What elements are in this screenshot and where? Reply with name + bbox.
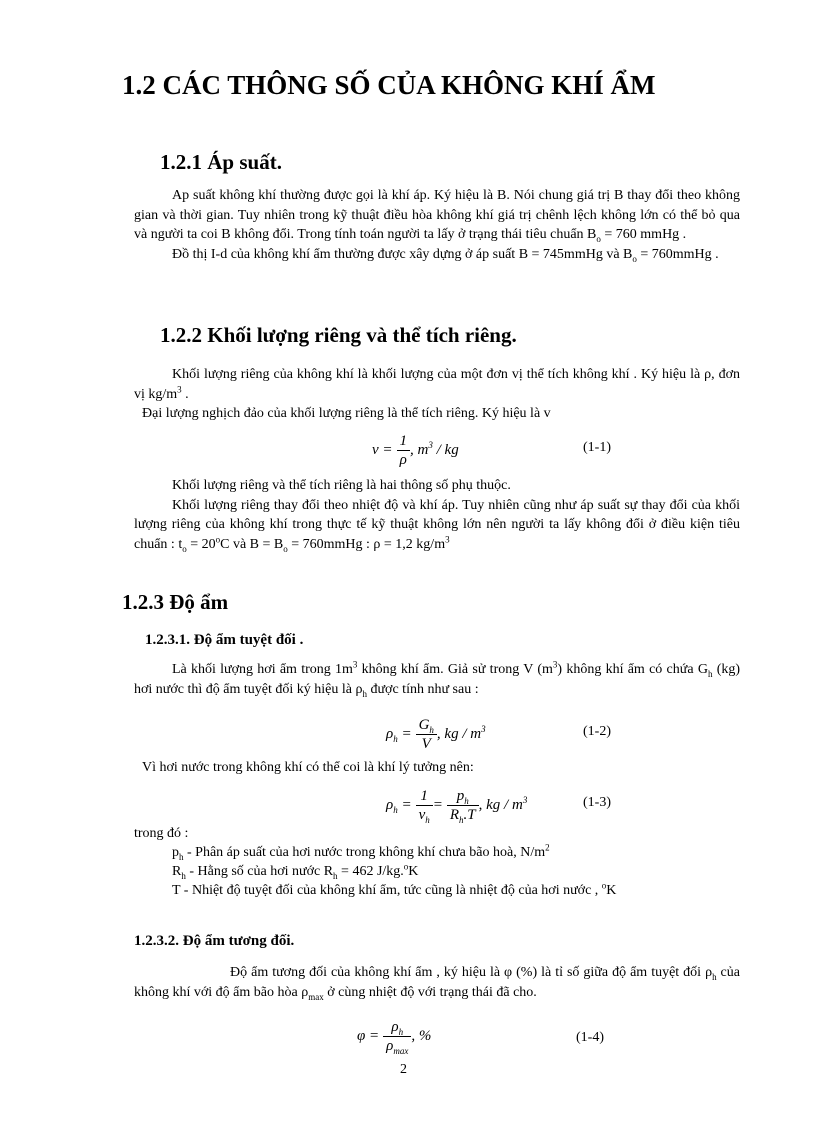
equation-number: (1-2) bbox=[583, 724, 611, 739]
paragraph: Vì hơi nước trong không khí có thể coi là khí lý tưởng nên: bbox=[142, 760, 474, 775]
paragraph: Là khối lượng hơi ẩm trong $1m^3$ không khí ẩm. Giả sử trong V $(m^3)$ không khí ẩm có chứa $G_h$ (kg) hơi nước thì độ ẩm tuyệt đối ký hiệu là $\rho_h$ được tính như sau : bbox=[134, 659, 741, 699]
equation-1-2: $\rho_h$ = $\frac{G_h}{V}$ , kg / $m^3$ bbox=[386, 717, 486, 752]
heading-1-2-3-2: 1.2.3.2. Độ ẩm tương đối. bbox=[134, 933, 295, 949]
paragraph: Ap suất không khí thường được gọi là khí áp. Ký hiệu là B. Nói chung giá trị B thay đổi theo không gian và thời gian. Tuy nhiên trong kỹ thuật điều hòa không khí giá trị chênh lệch không lớn có thể bỏ qua và người ta coi B không đổi. Trong tính toán người ta lấy ở trạng thái tiêu chuẩn $B_o = 760$ mmHg . bbox=[134, 188, 740, 244]
equation-1-4: φ = $\frac{\rho_h}{\rho_{max}}$ , % bbox=[357, 1019, 432, 1056]
equation-1-1: v = $\frac{1}{\rho}$ , $m^3$ / kg bbox=[372, 433, 459, 468]
definition-rh: $R_h$ - Hằng số của hơi nước $R_h = 462$ J/kg.$^o$K bbox=[172, 861, 419, 881]
equation-number: (1-4) bbox=[576, 1030, 604, 1045]
paragraph: Đồ thị I-d của không khí ẩm thường được xây dựng ở áp suất B = 745mmHg và $B_o$ = 760mmHg . bbox=[172, 246, 719, 264]
paragraph: Đại lượng nghịch đảo của khối lượng riêng là thể tích riêng. Ký hiệu là v bbox=[142, 406, 551, 421]
paragraph: trong đó : bbox=[134, 826, 189, 841]
equation-number: (1-3) bbox=[583, 795, 611, 810]
heading-1-2-3-1: 1.2.3.1. Độ ẩm tuyệt đối . bbox=[145, 632, 304, 648]
section-1-2-3-1-body bbox=[134, 660, 740, 699]
paragraph: Khối lượng riêng thay đổi theo nhiệt độ và khí áp. Tuy nhiên cũng như áp suất sự thay đổi của khối lượng riêng của không khí trong thực tế kỹ thuật không lớn nên người ta lấy không đổi ở điều kiện tiêu chuẩn : $t_o = 20^oC$ và $B = B_o$ = 760mmHg : ρ = 1,2 $kg/m^3$ bbox=[134, 497, 740, 554]
page-title: 1.2 CÁC THÔNG SỐ CỦA KHÔNG KHÍ ẨM bbox=[122, 70, 656, 100]
equation-number: (1-1) bbox=[583, 440, 611, 455]
paragraph: Khối lượng riêng của không khí là khối lượng của một đơn vị thể tích không khí . Ký hiệu là ρ, đơn vị $kg/m^3$ . bbox=[134, 367, 740, 402]
section-1-2-3-2-body bbox=[134, 963, 740, 1002]
section-1-2-2-body-a bbox=[134, 365, 740, 424]
definition-t: T - Nhiệt độ tuyệt đối của không khí ẩm, tức cũng là nhiệt độ của hơi nước , $^o$K bbox=[172, 880, 617, 898]
heading-1-2-3: 1.2.3 Độ ẩm bbox=[122, 590, 229, 614]
paragraph: Độ ẩm tương đối của không khí ẩm , ký hiệu là φ (%) là tỉ số giữa độ ẩm tuyệt đối $\rho_h$ của không khí với độ ẩm bão hòa $\rho_{max}$ ở cùng nhiệt độ với trạng thái đã cho. bbox=[134, 965, 740, 1002]
heading-1-2-2: 1.2.2 Khối lượng riêng và thể tích riêng. bbox=[160, 323, 517, 347]
page-number: 2 bbox=[400, 1062, 407, 1077]
paragraph: Khối lượng riêng và thể tích riêng là hai thông số phụ thuộc. bbox=[172, 478, 511, 493]
heading-1-2-1: 1.2.1 Áp suất. bbox=[160, 150, 282, 174]
section-1-2-2-body-b bbox=[134, 476, 740, 554]
definition-ph: $p_h$ - Phân áp suất của hơi nước trong không khí chưa bão hoà, $N/m^2$ bbox=[172, 842, 550, 862]
section-1-2-1-body bbox=[134, 186, 740, 264]
equation-1-3: $\rho_h$ = $\frac{1}{v_h}$ = $\frac{p_h}{R_h.T}$ , kg / $m^3$ bbox=[386, 788, 528, 825]
